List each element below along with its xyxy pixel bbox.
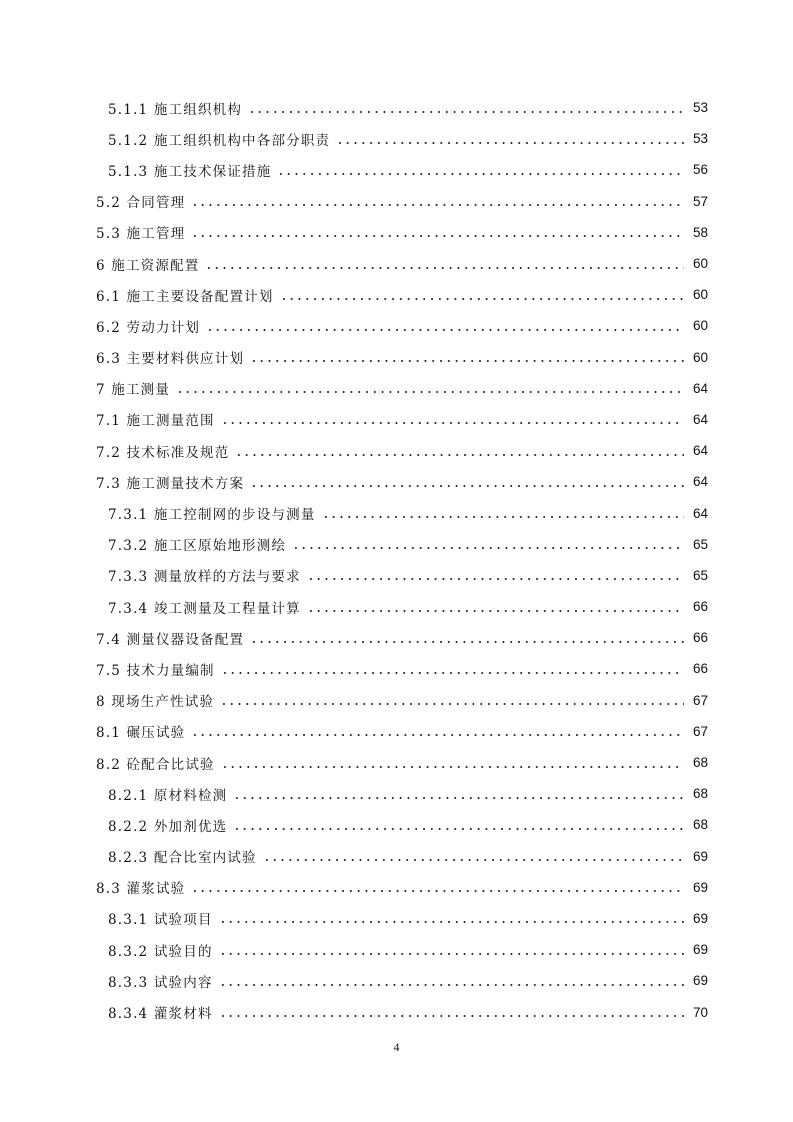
toc-entry-label: 8.1 碾压试验: [96, 725, 186, 742]
toc-dot-leader: [219, 1015, 684, 1017]
toc-entry-label: 5.2 合同管理: [96, 195, 186, 212]
toc-dot-leader: [176, 391, 684, 393]
toc-dot-leader: [250, 485, 684, 487]
toc-entry-page: 66: [692, 599, 708, 615]
toc-entry-label: 7.3.2 施工区原始地形测绘: [108, 538, 287, 555]
toc-entry-label: 7.3.4 竣工测量及工程量计算: [108, 600, 301, 617]
toc-dot-leader: [219, 953, 684, 955]
toc-dot-leader: [322, 516, 684, 518]
toc-entry[interactable]: [96, 404, 708, 435]
toc-entry[interactable]: [96, 373, 708, 404]
toc-entry-page: 64: [692, 474, 708, 490]
toc-entry[interactable]: [96, 622, 708, 653]
toc-entry-page: 69: [692, 942, 708, 958]
toc-entry-page: 57: [692, 193, 708, 209]
toc-entry-label: 8 现场生产性试验: [96, 694, 215, 711]
toc-entry[interactable]: [96, 809, 708, 840]
toc-entry-page: 58: [692, 224, 708, 240]
toc-entry-label: 7.1 施工测量范围: [96, 413, 215, 430]
toc-dot-leader: [307, 610, 684, 612]
toc-entry[interactable]: [96, 123, 708, 154]
toc-dot-leader: [191, 890, 684, 892]
toc-entry-page: 68: [692, 786, 708, 802]
toc-dot-leader: [307, 578, 684, 580]
toc-dot-leader: [336, 142, 684, 144]
toc-entry-label: 8.2 砼配合比试验: [96, 756, 215, 773]
toc-entry[interactable]: [96, 92, 708, 123]
toc-dot-leader: [221, 422, 684, 424]
toc-dot-leader: [205, 267, 684, 269]
toc-dot-leader: [219, 921, 684, 923]
toc-dot-leader: [191, 204, 684, 206]
toc-entry-page: 69: [692, 879, 708, 895]
toc-entry[interactable]: [96, 529, 708, 560]
toc-dot-leader: [250, 360, 684, 362]
toc-dot-leader: [206, 329, 684, 331]
toc-entry[interactable]: [96, 872, 708, 903]
toc-entry[interactable]: [96, 934, 708, 965]
toc-dot-leader: [235, 454, 684, 456]
toc-dot-leader: [191, 734, 684, 736]
toc-dot-leader: [221, 672, 684, 674]
toc-entry-page: 69: [692, 848, 708, 864]
toc-entry[interactable]: [96, 747, 708, 778]
toc-entry-page: 65: [692, 536, 708, 552]
toc-entry-page: 67: [692, 692, 708, 708]
toc-entry-page: 69: [692, 910, 708, 926]
toc-entry-label: 8.3 灌浆试验: [96, 881, 186, 898]
toc-dot-leader: [220, 703, 684, 705]
toc-entry-page: 68: [692, 817, 708, 833]
toc-dot-leader: [250, 641, 684, 643]
toc-entry-label: 7.3.1 施工控制网的步设与测量: [108, 507, 316, 524]
toc-dot-leader: [219, 984, 684, 986]
toc-entry-label: 6 施工资源配置: [96, 257, 200, 274]
toc-entry-page: 56: [692, 162, 708, 178]
toc-entry-page: 60: [692, 256, 708, 272]
toc-entry-label: 8.3.4 灌浆材料: [108, 1006, 213, 1023]
toc-entry-label: 7 施工测量: [96, 382, 171, 399]
toc-entry-page: 64: [692, 443, 708, 459]
toc-entry-page: 53: [692, 100, 708, 116]
toc-entry-label: 7.4 测量仪器设备配置: [96, 631, 245, 648]
toc-dot-leader: [280, 298, 684, 300]
toc-entry-page: 70: [692, 1004, 708, 1020]
toc-entry-label: 5.1.1 施工组织机构: [108, 101, 243, 118]
toc-dot-leader: [233, 828, 684, 830]
toc-entry[interactable]: [96, 716, 708, 747]
toc-dot-leader: [248, 111, 684, 113]
toc-entry-label: 8.2.3 配合比室内试验: [108, 850, 257, 867]
toc-entry-label: 7.2 技术标准及规范: [96, 444, 230, 461]
toc-entry[interactable]: [96, 591, 708, 622]
toc-entry[interactable]: [96, 778, 708, 809]
toc-entry[interactable]: [96, 903, 708, 934]
toc-entry[interactable]: [96, 279, 708, 310]
toc-dot-leader: [221, 766, 684, 768]
toc-entry-label: 7.5 技术力量编制: [96, 662, 215, 679]
toc-entry-label: 8.3.3 试验内容: [108, 974, 213, 991]
toc-entry-page: 60: [692, 287, 708, 303]
toc-entry-label: 6.2 劳动力计划: [96, 319, 201, 336]
toc-entry-page: 67: [692, 723, 708, 739]
toc-entry-page: 66: [692, 630, 708, 646]
toc-entry-label: 6.3 主要材料供应计划: [96, 351, 245, 368]
toc-entry-label: 8.2.1 原材料检测: [108, 787, 228, 804]
toc-entry-page: 64: [692, 505, 708, 521]
toc-entry-label: 5.3 施工管理: [96, 226, 186, 243]
toc-entry[interactable]: [96, 310, 708, 341]
toc-entry-page: 60: [692, 349, 708, 365]
toc-entry-page: 65: [692, 567, 708, 583]
toc-dot-leader: [277, 173, 684, 175]
toc-entry[interactable]: [96, 248, 708, 279]
toc-entry[interactable]: [96, 996, 708, 1027]
toc-entry-label: 7.3 施工测量技术方案: [96, 475, 245, 492]
toc-dot-leader: [263, 859, 684, 861]
toc-entry-label: 8.3.2 试验目的: [108, 943, 213, 960]
toc-entry-label: 8.3.1 试验项目: [108, 912, 213, 929]
toc-entry-page: 53: [692, 131, 708, 147]
toc-entry[interactable]: [96, 186, 708, 217]
toc-entry[interactable]: [96, 154, 708, 185]
toc-entry[interactable]: [96, 342, 708, 373]
toc-entry[interactable]: [96, 435, 708, 466]
toc-dot-leader: [233, 797, 684, 799]
toc-entry[interactable]: [96, 217, 708, 248]
toc-entry-label: 6.1 施工主要设备配置计划: [96, 288, 274, 305]
toc-entry[interactable]: [96, 685, 708, 716]
toc-entry-page: 64: [692, 380, 708, 396]
toc-dot-leader: [292, 547, 684, 549]
toc-entry-page: 64: [692, 411, 708, 427]
toc-entry[interactable]: [96, 497, 708, 528]
toc-entry-page: 69: [692, 973, 708, 989]
toc-entry[interactable]: [96, 841, 708, 872]
toc-dot-leader: [191, 235, 684, 237]
table-of-contents: [96, 92, 708, 1028]
page-number: 4: [393, 1040, 400, 1054]
toc-entry-label: 5.1.3 施工技术保证措施: [108, 163, 272, 180]
toc-entry-page: 66: [692, 661, 708, 677]
toc-entry[interactable]: [96, 560, 708, 591]
toc-entry[interactable]: [96, 965, 708, 996]
toc-entry-label: 8.2.2 外加剂优选: [108, 818, 228, 835]
toc-entry-label: 7.3.3 测量放样的方法与要求: [108, 569, 301, 586]
toc-entry-label: 5.1.2 施工组织机构中各部分职责: [108, 132, 331, 149]
toc-entry[interactable]: [96, 466, 708, 497]
toc-entry-page: 60: [692, 318, 708, 334]
toc-entry-page: 68: [692, 755, 708, 771]
toc-entry[interactable]: [96, 653, 708, 684]
